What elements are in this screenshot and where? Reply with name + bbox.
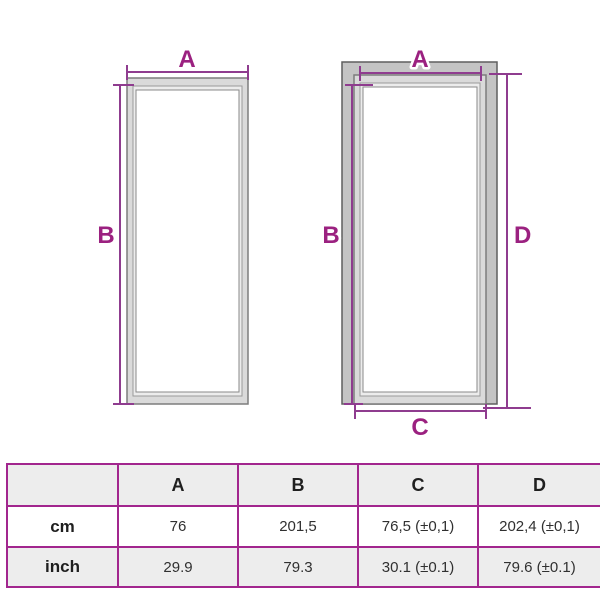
cm-value-b: 201,5 xyxy=(238,506,358,547)
inch-value-b: 79.3 xyxy=(238,547,358,587)
left-frame-opening xyxy=(136,90,239,392)
cm-value-c: 76,5 (±0,1) xyxy=(358,506,478,547)
row-label-inch: inch xyxy=(7,547,118,587)
cm-value-a: 76 xyxy=(118,506,238,547)
right-dim-c-label: C xyxy=(411,414,429,441)
table-row-cm xyxy=(7,506,600,547)
left-dim-a-label: A xyxy=(178,46,196,73)
right-door-frame xyxy=(342,62,497,404)
table-header-row xyxy=(7,464,600,506)
row-label-cm: cm xyxy=(7,506,118,547)
cm-value-d: 202,4 (±0,1) xyxy=(478,506,600,547)
right-dim-d-label: D xyxy=(514,222,532,249)
dimension-table xyxy=(6,463,600,588)
table-header-d: D xyxy=(478,464,600,506)
inch-value-c: 30.1 (±0.1) xyxy=(358,547,478,587)
table-header-empty xyxy=(7,464,118,506)
left-door-frame xyxy=(127,78,248,404)
inch-value-d: 79.6 (±0.1) xyxy=(478,547,600,587)
table-header-b: B xyxy=(238,464,358,506)
table-header-a: A xyxy=(118,464,238,506)
table-row-inch xyxy=(7,547,600,587)
left-dim-b-label: B xyxy=(97,222,115,249)
inch-value-a: 29.9 xyxy=(118,547,238,587)
right-dim-b-label: B xyxy=(322,222,340,249)
right-frame-opening xyxy=(363,87,477,392)
right-dim-a-label: A xyxy=(411,46,429,73)
table-header-c: C xyxy=(358,464,478,506)
